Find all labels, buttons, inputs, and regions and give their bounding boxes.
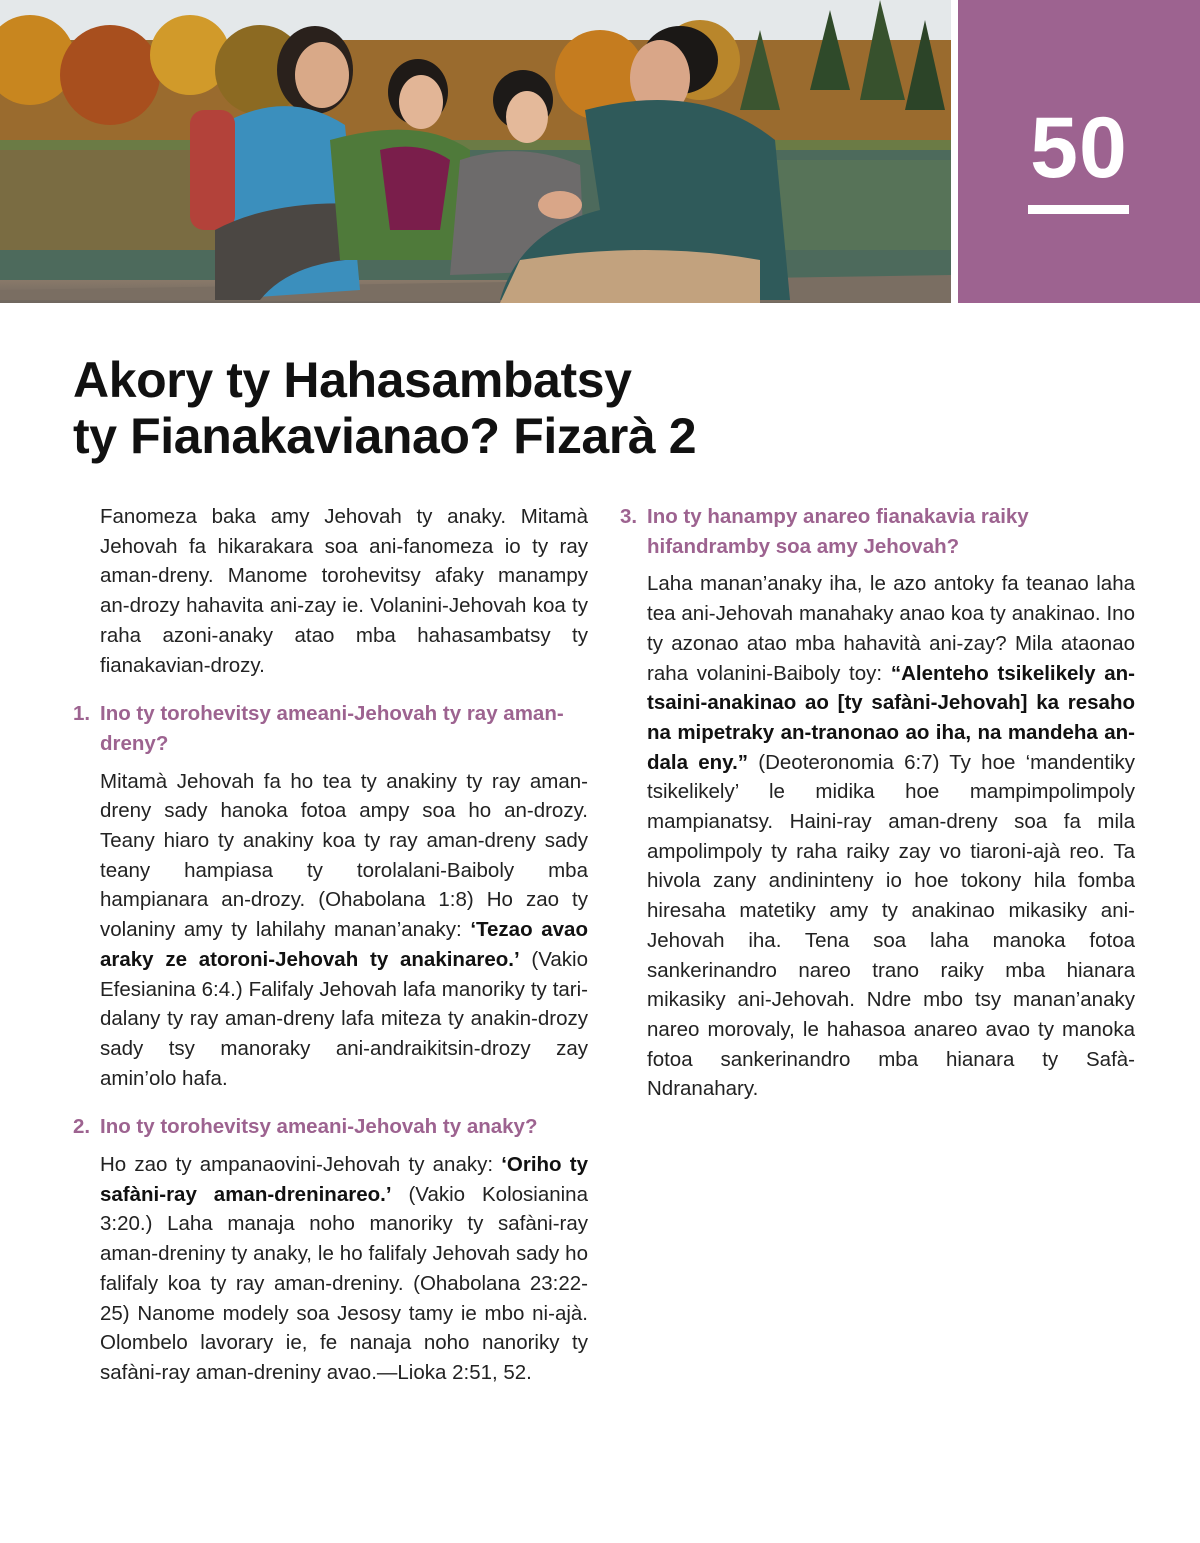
scripture-quote: “Alenteho tsikelikely an-tsaini-anakinao ao [ty safàni-Jehovah] ka resaho na mipetraky an-tranonao ao iha, na mandeha an-dala eny.” <box>647 661 1135 774</box>
answer-text: (Vakio Efesianina 6:4.) Falifaly Jehovah lafa manoriky ty tari-dalany ty ray aman-dreny lafa miteza ty anakin-drozy sady tsy manoraky ani-andraikitsin-drozy zay amin’olo hafa. <box>100 947 588 1090</box>
family-on-dock-illustration <box>0 0 951 303</box>
answer-text: (Deoteronomia 6:7) Ty hoe ‘mandentiky tsikelikely’ le midika hoe mampimpolimpoly mampianatsy. Haini-ray aman-dreny soa fa mila ampolimpoly ty raha raiky zay vo tiaroni-ajà reo. Ta hivola zany andininteny io hoe tokony hila fomba hiresaha matetiky amy ty anakinao mikasiky ani-Jehovah iha. Tena soa laha manoka fotoa sankerinandro nareo trano raiky mba hianara mikasiky ani-Jehovah. Ndre mbo tsy manan’anaky nareo morovaly, le hahasoa anareo avao ty manoka fotoa sankerinandro mba hianara ty Safà-Ndranahary. <box>647 750 1135 1101</box>
answer-paragraph-3 <box>647 569 1135 1104</box>
question-2 <box>73 1112 588 1142</box>
page-title-line-2: ty Fianakavianao? Fizarà 2 <box>73 408 697 464</box>
question-number: 1. <box>73 702 91 726</box>
header-photo <box>0 0 951 303</box>
question-number: 3. <box>620 505 638 528</box>
question-3 <box>620 502 1135 561</box>
answer-paragraph-2 <box>100 1150 588 1388</box>
page-title <box>73 352 973 464</box>
question-1 <box>73 699 588 758</box>
answer-text: Laha manan’anaky iha, le azo antoky fa teanao laha tea ani-Jehovah manahaky anao koa ty anakinao. Ino ty azonao atao mba hahavità ani-zay? Mila ataonao raha volanini-Baiboly toy: <box>647 572 1135 685</box>
page-title-line-1: Akory ty Hahasambatsy <box>73 352 632 408</box>
question-text: Ino ty torohevitsy ameani-Jehovah ty ray aman-dreny? <box>100 702 564 755</box>
chapter-underline <box>1028 205 1129 214</box>
intro-paragraph: Fanomeza baka amy Jehovah ty anaky. Mitamà Jehovah fa hikarakara soa ani-fanomeza io ty ray aman-dreny. Manome torohevitsy afaky manampy an-drozy hahavita ani-zay ie. Volanini-Jehovah koa ty raha azoni-anaky atao mba hahasambatsy ty fianakavian-drozy. <box>100 505 588 677</box>
scripture-quote: ‘Oriho ty safàni-ray aman-dreninareo.’ <box>100 1153 588 1206</box>
answer-text: Mitamà Jehovah fa ho tea ty anakiny ty ray aman-dreny sady hanoka fotoa ampy soa ho an-drozy. Teany hiaro ty anakiny koa ty ray aman-dreny sady teany hampiasa ty torolalani-Baiboly mba hampianara an-drozy. (Ohabolana 1:8) Ho zao ty volaniny amy ty lahilahy manan’anaky: <box>100 769 588 942</box>
answer-text: (Vakio Kolosianina 3:20.) Laha manaja noho manoriky ty safàni-ray aman-dreniny ty anaky, le ho falifaly Jehovah sady ho falifaly koa ty ray aman-dreniny. (Ohabolana 23:22-25) Nanome modely soa Jesosy tamy ie mbo ni-ajà. Olombelo lavorary ie, fe nanaja noho nanoriky ty safàni-ray aman-dreniny avao.—Lioka 2:51, 52. <box>100 1182 588 1384</box>
chapter-badge <box>958 0 1200 303</box>
right-column <box>620 502 1135 1104</box>
question-text: Ino ty torohevitsy ameani-Jehovah ty anaky? <box>100 1115 538 1139</box>
answer-text: Ho zao ty ampanaovini-Jehovah ty anaky: <box>100 1153 502 1177</box>
left-column <box>73 502 588 1388</box>
scripture-quote: ‘Tezao avao araky ze atoroni-Jehovah ty anakinareo.’ <box>100 918 588 971</box>
question-text: Ino ty hanampy anareo fianakavia raiky hifandramby soa amy Jehovah? <box>647 505 1029 558</box>
question-number: 2. <box>73 1115 91 1139</box>
answer-paragraph-1 <box>100 767 588 1094</box>
chapter-number: 50 <box>1030 100 1128 196</box>
